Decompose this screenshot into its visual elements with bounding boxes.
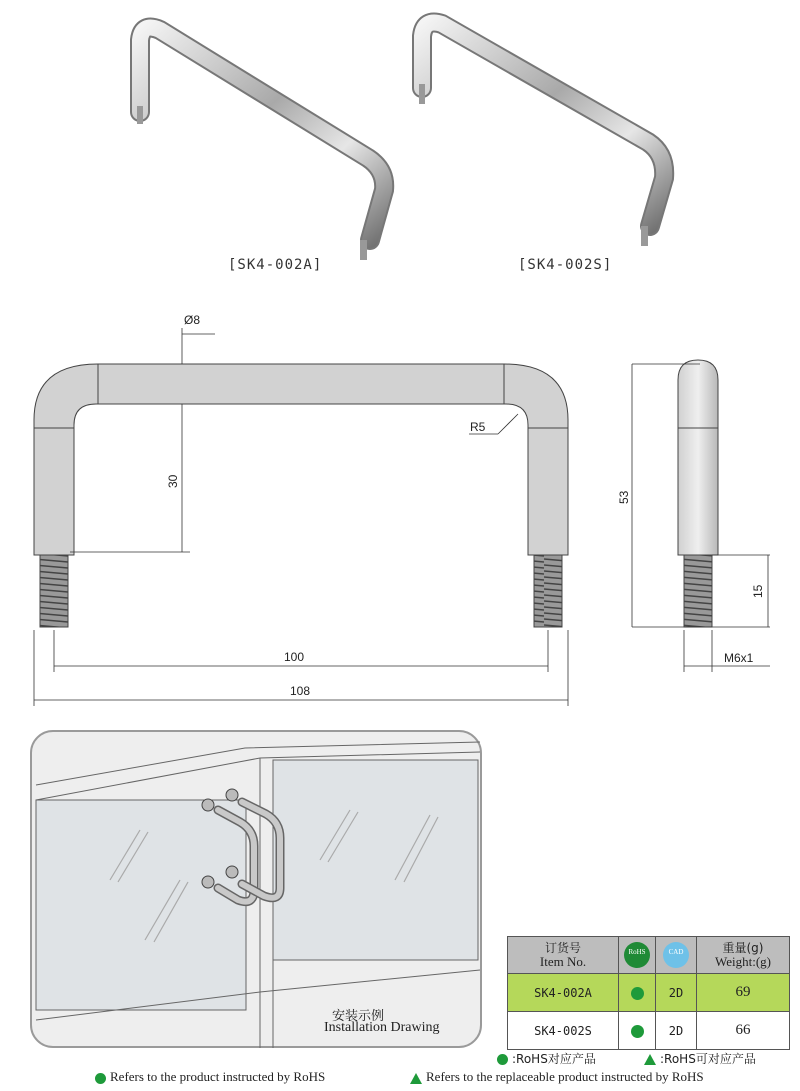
dim-diameter: Ø8 — [184, 313, 201, 327]
cad-badge-icon — [663, 942, 689, 968]
rohs-cell — [619, 1012, 656, 1050]
rohs-dot-icon — [631, 987, 644, 1000]
table-row — [508, 974, 790, 1012]
rohs-badge-text: RoHS — [628, 948, 646, 956]
photo-label-b: [SK4-002S] — [518, 257, 613, 273]
col-weight-en: Weight:(g) — [715, 954, 771, 969]
triangle-icon — [410, 1073, 422, 1084]
spec-table — [507, 936, 790, 1050]
spec-table-header — [508, 937, 790, 974]
col-weight-cn: 重量(g) — [722, 941, 764, 955]
dot-icon — [95, 1073, 106, 1084]
col-cad — [656, 937, 697, 974]
col-rohs — [619, 937, 656, 974]
weight-cell: 66 — [697, 1012, 790, 1050]
item-cell: SK4-002A — [508, 974, 619, 1012]
rohs-badge-icon — [624, 942, 650, 968]
install-title-cn: 安装示例 — [332, 1009, 385, 1024]
cad-cell: 2D — [656, 1012, 697, 1050]
dim-inner-width: 100 — [284, 650, 305, 664]
handle-photo-b — [419, 23, 664, 247]
installation-drawing — [30, 730, 482, 1048]
side-view — [678, 360, 718, 627]
item-cell: SK4-002S — [508, 1012, 619, 1050]
front-view — [34, 364, 568, 627]
dim-thread-length: 15 — [751, 584, 765, 598]
dim-total-height: 53 — [617, 490, 631, 504]
cad-cell: 2D — [656, 974, 697, 1012]
product-photos — [0, 0, 800, 300]
col-item-cn: 订货号 — [544, 941, 581, 955]
photo-label-a: [SK4-002A] — [228, 257, 323, 273]
weight-cell: 69 — [697, 974, 790, 1012]
dot-icon — [497, 1054, 508, 1065]
dim-radius: R5 — [470, 420, 486, 434]
legend-rohs-replaceable — [644, 1050, 756, 1067]
footer-note-rohs — [95, 1069, 325, 1085]
legend-dot-text: :RoHS对应产品 — [512, 1052, 596, 1066]
footer-note1-text: Refers to the product instructed by RoHS — [110, 1069, 326, 1084]
triangle-icon — [644, 1054, 656, 1065]
col-weight — [697, 937, 790, 974]
dim-thread: M6x1 — [724, 651, 754, 665]
legend-rohs — [497, 1050, 596, 1067]
cad-badge-text: CAD — [668, 948, 684, 956]
footer-note2-text: Refers to the replaceable product instructed by RoHS — [426, 1069, 704, 1084]
col-item — [508, 937, 619, 974]
dim-height-inner: 30 — [166, 474, 180, 488]
technical-drawing — [0, 300, 800, 720]
rohs-cell — [619, 974, 656, 1012]
dim-outer-width: 108 — [290, 684, 311, 698]
footer-note-replaceable — [410, 1069, 704, 1085]
col-item-en: Item No. — [539, 954, 587, 969]
table-row — [508, 1012, 790, 1050]
legend-tri-text: :RoHS可对应产品 — [660, 1052, 756, 1066]
handle-photo-a — [137, 28, 384, 260]
rohs-dot-icon — [631, 1025, 644, 1038]
install-title-en: Installation Drawing — [324, 1020, 440, 1035]
